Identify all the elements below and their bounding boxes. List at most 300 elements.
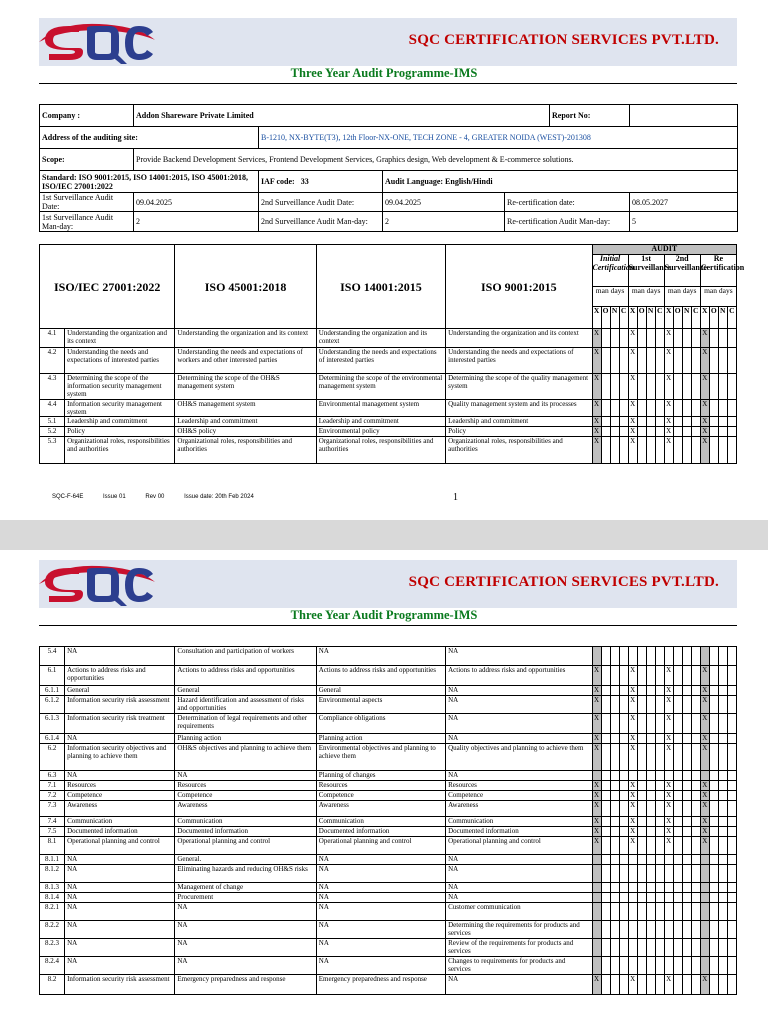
audit-mark-cell (601, 714, 610, 734)
iso45001-cell: Determination of legal requirements and other requirements (175, 714, 316, 734)
audit-mark-cell (646, 437, 655, 464)
audit-mark-cell (619, 696, 628, 714)
audit-mark-cell (709, 714, 718, 734)
audit-mark-cell (610, 734, 619, 744)
clause-number: 6.3 (40, 771, 65, 781)
audit-mark-cell (646, 975, 655, 995)
audit-mark-cell: X (666, 734, 672, 742)
audit-mark-cell (727, 714, 736, 734)
audit-mark-cell: X (700, 374, 709, 400)
audit-mark-cell (727, 329, 736, 348)
audit-mark-cell (601, 791, 610, 801)
document-subtitle-2: Three Year Audit Programme-IMS (290, 608, 478, 622)
s1-manday-label: 1st Surveillance Audit Man-day: (40, 212, 134, 232)
iso9001-cell: NA (446, 734, 592, 744)
audit-mark-cell (610, 801, 619, 817)
audit-mark-cell (727, 975, 736, 995)
audit-mark-cell (682, 744, 691, 771)
audit-mark-cell (718, 939, 727, 957)
table-row (40, 975, 737, 995)
audit-mark-cell (637, 417, 646, 427)
iso45001-cell: NA (175, 939, 316, 957)
company-label: Company : (40, 105, 134, 127)
clause-number: 5.3 (40, 437, 65, 464)
iso9001-cell: Understanding the organization and its context (446, 329, 592, 348)
audit-mark-cell: X (664, 348, 673, 374)
iso45001-cell: Organizational roles, responsibilities and authorities (175, 437, 316, 464)
audit-mark-cell (610, 329, 619, 348)
audit-mark-cell (619, 791, 628, 801)
audit-mark-cell (628, 865, 637, 883)
audit-mark-cell: X (664, 400, 673, 417)
audit-mark-cell (682, 921, 691, 939)
audit-mark-cell (646, 865, 655, 883)
audit-mark-cell (646, 427, 655, 437)
audit-mark-cell (619, 817, 628, 827)
audit-mark-cell (646, 348, 655, 374)
audit-mark-cell (718, 734, 727, 744)
audit-mark-cell (619, 400, 628, 417)
audit-mark-cell (727, 801, 736, 817)
audit-mark-cell (691, 427, 700, 437)
audit-mark-cell (637, 437, 646, 464)
audit-mark-cell (655, 427, 664, 437)
audit-mark-cell (727, 348, 736, 374)
audit-mark-cell (655, 903, 664, 921)
audit-mark-cell (655, 827, 664, 837)
audit-mark-cell: X (592, 437, 601, 464)
audit-mark-cell: X (630, 686, 636, 694)
iso27001-cell: Policy (65, 427, 175, 437)
audit-mark-cell: X (666, 781, 672, 789)
audit-mark-cell: X (630, 817, 636, 825)
audit-mark-cell (655, 791, 664, 801)
audit-mark-cell (628, 883, 637, 893)
audit-mark-cell (709, 903, 718, 921)
audit-mark-cell (727, 827, 736, 837)
audit-mark-cell (691, 827, 700, 837)
audit-mark-cell (718, 801, 727, 817)
audit-mark-cell (691, 734, 700, 744)
audit-mark-cell (601, 771, 610, 781)
audit-mark-cell (718, 827, 727, 837)
audit-mark-cell (682, 903, 691, 921)
audit-mark-cell: X (664, 714, 673, 734)
audit-mark-cell: X (628, 329, 637, 348)
report-no-label: Report No: (550, 105, 630, 127)
iso14001-cell: Environmental management system (316, 400, 445, 417)
page-footer (52, 494, 272, 500)
footer-rev: Rev 00 (145, 494, 165, 500)
audit-col-header: Initial Certification (592, 255, 628, 287)
audit-mark-cell (592, 921, 601, 939)
clause-grid-page-2 (39, 646, 737, 995)
iso27001-cell: General (65, 686, 175, 696)
iso9001-cell: Awareness (446, 801, 592, 817)
audit-mark-cell (691, 686, 700, 696)
audit-mark-cell (637, 801, 646, 817)
audit-mark-cell (646, 714, 655, 734)
audit-mark-cell (727, 437, 736, 464)
audit-mark-cell (691, 781, 700, 791)
audit-mark-cell: X (592, 329, 601, 348)
page-number: 1 (453, 492, 458, 503)
audit-mark-cell (610, 827, 619, 837)
audit-mark-cell: X (628, 437, 637, 464)
iso14001-cell: NA (316, 921, 445, 939)
audit-mark-cell (691, 666, 700, 686)
iso45001-cell: OH&S policy (175, 427, 316, 437)
audit-mark-cell: X (664, 329, 673, 348)
iso45001-cell: OH&S objectives and planning to achieve them (175, 744, 316, 771)
audit-mark-cell (682, 374, 691, 400)
audit-mark-cell (601, 329, 610, 348)
iso27001-cell: Understanding the needs and expectations of interested parties (65, 348, 175, 374)
iso45001-cell: NA (175, 903, 316, 921)
audit-mark-cell (601, 893, 610, 903)
table-row (40, 734, 737, 744)
iso9001-cell: NA (446, 696, 592, 714)
iso27001-cell: NA (65, 855, 175, 865)
audit-mark-cell (682, 837, 691, 855)
audit-mark-cell (682, 696, 691, 714)
audit-mark-cell (637, 714, 646, 734)
audit-mark-cell: X (628, 374, 637, 400)
audit-mark-cell: X (664, 744, 673, 771)
audit-mark-cell (601, 744, 610, 771)
audit-mark-cell: X (700, 329, 709, 348)
audit-mark-cell (682, 427, 691, 437)
audit-mark-cell (691, 957, 700, 975)
iso27001-cell: Understanding the organization and its context (65, 329, 175, 348)
iso45001-cell: NA (175, 771, 316, 781)
audit-language: Audit Language: English/Hindi (383, 171, 738, 193)
table-row (40, 921, 737, 939)
audit-mark-cell: X (700, 666, 709, 686)
audit-mark-cell (619, 781, 628, 791)
audit-mark-cell (673, 744, 682, 771)
clause-number: 4.3 (40, 374, 65, 400)
audit-mark-cell (718, 437, 727, 464)
iso27001-cell: Awareness (65, 801, 175, 817)
audit-mark-cell (619, 865, 628, 883)
audit-mark-cell (619, 883, 628, 893)
audit-mark-cell: X (700, 714, 709, 734)
s2-date-value: 09.04.2025 (383, 193, 505, 212)
table-row (40, 883, 737, 893)
audit-mark-cell (727, 939, 736, 957)
audit-mark-cell (646, 647, 655, 666)
audit-mark-cell: X (664, 801, 673, 817)
audit-mark-cell (628, 903, 637, 921)
iso9001-cell: NA (446, 975, 592, 995)
audit-mark-cell: X (630, 417, 636, 425)
audit-mark-cell (718, 781, 727, 791)
audit-mark-cell (682, 855, 691, 865)
audit-mark-cell (637, 696, 646, 714)
audit-mark-cell (673, 791, 682, 801)
table-row (40, 939, 737, 957)
audit-mark-cell (601, 696, 610, 714)
audit-mark-cell (709, 686, 718, 696)
audit-mark-cell (610, 865, 619, 883)
audit-mark-cell: X (592, 400, 601, 417)
s2-date-label: 2nd Surveillance Audit Date: (259, 193, 383, 212)
audit-mark-cell (592, 865, 601, 883)
audit-mark-cell (637, 744, 646, 771)
audit-mark-cell (610, 417, 619, 427)
audit-mark-cell (592, 939, 601, 957)
audit-mark-cell (718, 329, 727, 348)
recert-date-label: Re-certification date: (505, 193, 630, 212)
audit-mark-cell (709, 883, 718, 893)
audit-mark-cell (709, 975, 718, 995)
audit-mark-cell (727, 817, 736, 827)
xonc-header: N (718, 307, 727, 329)
iso14001-cell: Actions to address risks and opportunities (316, 666, 445, 686)
audit-mark-cell (691, 714, 700, 734)
audit-mark-cell (610, 781, 619, 791)
audit-mark-cell (718, 374, 727, 400)
audit-mark-cell (601, 666, 610, 686)
audit-mark-cell (610, 714, 619, 734)
audit-mark-cell (718, 903, 727, 921)
iso9001-cell: Policy (446, 427, 592, 437)
document-subtitle: Three Year Audit Programme-IMS (290, 66, 478, 80)
audit-mark-cell (673, 686, 682, 696)
clause-number: 4.2 (40, 348, 65, 374)
audit-mark-cell (718, 714, 727, 734)
table-row (40, 827, 737, 837)
audit-mark-cell (673, 865, 682, 883)
clause-number: 8.2.1 (40, 903, 65, 921)
iso14001-cell: NA (316, 903, 445, 921)
table-row (40, 837, 737, 855)
audit-mark-cell (637, 957, 646, 975)
iso27001-cell: NA (65, 865, 175, 883)
iso45001-cell: OH&S management system (175, 400, 316, 417)
audit-mark-cell (718, 865, 727, 883)
audit-mark-cell (655, 865, 664, 883)
iso14001-cell: Environmental objectives and planning to achieve them (316, 744, 445, 771)
audit-mark-cell (718, 348, 727, 374)
iso9001-cell: Operational planning and control (446, 837, 592, 855)
audit-mark-cell (673, 417, 682, 427)
audit-mark-cell (673, 647, 682, 666)
audit-mark-cell (727, 855, 736, 865)
audit-mark-cell (691, 417, 700, 427)
table-row (40, 903, 737, 921)
audit-mark-cell (610, 400, 619, 417)
iso9001-cell: Changes to requirements for products and services (446, 957, 592, 975)
audit-mark-cell (682, 781, 691, 791)
audit-mark-cell (682, 865, 691, 883)
iso45001-cell: Resources (175, 781, 316, 791)
audit-mark-cell (727, 883, 736, 893)
audit-mark-cell (655, 400, 664, 417)
audit-mark-cell (637, 837, 646, 855)
audit-mark-cell (691, 975, 700, 995)
audit-mark-cell: X (628, 696, 637, 714)
iso45001-cell: Actions to address risks and opportunities (175, 666, 316, 686)
audit-mark-cell: X (700, 801, 709, 817)
audit-mark-cell (682, 714, 691, 734)
audit-info-table (39, 104, 738, 232)
iso14001-cell: NA (316, 855, 445, 865)
audit-mark-cell (619, 903, 628, 921)
audit-mark-cell (691, 647, 700, 666)
table-row (40, 666, 737, 686)
audit-mark-cell (601, 865, 610, 883)
audit-mark-cell (610, 666, 619, 686)
audit-mark-cell (691, 837, 700, 855)
audit-mark-cell (592, 903, 601, 921)
audit-mark-cell (700, 883, 709, 893)
iso14001-cell: Communication (316, 817, 445, 827)
audit-mark-cell (628, 647, 637, 666)
audit-mark-cell: X (700, 837, 709, 855)
audit-mark-cell (691, 865, 700, 883)
iso45001-cell: Communication (175, 817, 316, 827)
audit-mark-cell: X (630, 734, 636, 742)
iso45001-cell: Understanding the needs and expectations of workers and other interested parties (175, 348, 316, 374)
audit-mark-cell (619, 939, 628, 957)
s1-manday-value: 2 (134, 212, 259, 232)
audit-mark-cell (682, 666, 691, 686)
audit-mark-cell (646, 374, 655, 400)
clause-number: 7.5 (40, 827, 65, 837)
audit-mark-cell (610, 921, 619, 939)
audit-mark-cell (709, 666, 718, 686)
audit-mark-cell (628, 771, 637, 781)
iso14001-cell: Determining the scope of the environmental management system (316, 374, 445, 400)
iaf-code (259, 171, 383, 193)
audit-mark-cell (691, 855, 700, 865)
clause-number: 8.1 (40, 837, 65, 855)
iso9001-cell: Actions to address risks and opportunities (446, 666, 592, 686)
iso45001-cell: Consultation and participation of workers (175, 647, 316, 666)
iso45001-cell: Determining the scope of the OH&S management system (175, 374, 316, 400)
clause-number: 5.4 (40, 647, 65, 666)
audit-mark-cell (727, 374, 736, 400)
iso45001-cell: Eliminating hazards and reducing OH&S risks (175, 865, 316, 883)
audit-mark-cell (601, 817, 610, 827)
audit-mark-cell (637, 734, 646, 744)
audit-mark-cell (619, 921, 628, 939)
company-name-2: SQC CERTIFICATION SERVICES PVT.LTD. (408, 574, 719, 590)
xonc-header: X (628, 307, 637, 329)
iso9001-cell: NA (446, 865, 592, 883)
audit-mark-cell: X (700, 975, 709, 995)
audit-mark-cell (592, 647, 601, 666)
table-row (40, 417, 737, 427)
audit-mark-cell (727, 734, 736, 744)
iso27001-cell: NA (65, 957, 175, 975)
audit-mark-cell (673, 975, 682, 995)
iso14001-cell: Compliance obligations (316, 714, 445, 734)
iso14001-cell: NA (316, 883, 445, 893)
audit-col-header: 1st Surveillance (628, 255, 664, 287)
audit-mark-cell (646, 855, 655, 865)
sqc-logo-icon (39, 560, 157, 608)
clause-number: 8.1.1 (40, 855, 65, 865)
audit-mark-cell (700, 647, 709, 666)
audit-mark-cell (718, 400, 727, 417)
audit-mark-cell (592, 893, 601, 903)
audit-mark-cell (619, 957, 628, 975)
iso45001-cell: Understanding the organization and its context (175, 329, 316, 348)
audit-mark-cell (592, 883, 601, 893)
audit-mark-cell (601, 903, 610, 921)
iso27001-cell: Competence (65, 791, 175, 801)
iso45001-cell: Emergency preparedness and response (175, 975, 316, 995)
audit-mark-cell (601, 348, 610, 374)
audit-mark-cell: X (664, 666, 673, 686)
xonc-header: X (700, 307, 709, 329)
std-header-9001: ISO 9001:2015 (446, 245, 592, 329)
table-row (40, 686, 737, 696)
audit-mark-cell (673, 903, 682, 921)
clause-number: 4.1 (40, 329, 65, 348)
audit-mark-cell (718, 686, 727, 696)
audit-mark-cell (592, 855, 601, 865)
audit-mark-cell (655, 666, 664, 686)
table-row (40, 957, 737, 975)
audit-mark-cell (646, 417, 655, 427)
audit-mark-cell (610, 771, 619, 781)
audit-mark-cell (673, 921, 682, 939)
audit-mark-cell (718, 883, 727, 893)
audit-mark-cell (619, 714, 628, 734)
audit-mark-cell (673, 714, 682, 734)
table-row (40, 744, 737, 771)
iso14001-cell: Planning action (316, 734, 445, 744)
clause-number: 7.4 (40, 817, 65, 827)
s1-date-label: 1st Surveillance Audit Date: (40, 193, 134, 212)
audit-mark-cell: X (700, 400, 709, 417)
audit-mark-cell: X (700, 437, 709, 464)
audit-mark-cell (709, 801, 718, 817)
audit-mark-cell (610, 903, 619, 921)
audit-mark-cell: X (594, 791, 600, 799)
iso27001-cell: Communication (65, 817, 175, 827)
xonc-header: X (592, 307, 601, 329)
iso27001-cell: NA (65, 903, 175, 921)
clause-number: 5.1 (40, 417, 65, 427)
iso14001-cell: Operational planning and control (316, 837, 445, 855)
iso27001-cell: Operational planning and control (65, 837, 175, 855)
iso14001-cell: Emergency preparedness and response (316, 975, 445, 995)
audit-mark-cell (610, 348, 619, 374)
iso9001-cell: NA (446, 883, 592, 893)
audit-mark-cell (664, 939, 673, 957)
audit-mark-cell (709, 837, 718, 855)
audit-mark-cell (691, 903, 700, 921)
audit-mark-cell (673, 893, 682, 903)
footer-issue: Issue 01 (103, 494, 126, 500)
audit-mark-cell (601, 437, 610, 464)
audit-mark-cell (637, 975, 646, 995)
iso14001-cell: Environmental aspects (316, 696, 445, 714)
clause-number: 8.1.2 (40, 865, 65, 883)
audit-mark-cell (682, 893, 691, 903)
iso14001-cell: Resources (316, 781, 445, 791)
audit-mark-cell (646, 666, 655, 686)
xonc-header: N (682, 307, 691, 329)
audit-mark-cell (646, 771, 655, 781)
footer-doc-code: SQC-F-64E (52, 494, 84, 500)
audit-mark-cell (601, 975, 610, 995)
